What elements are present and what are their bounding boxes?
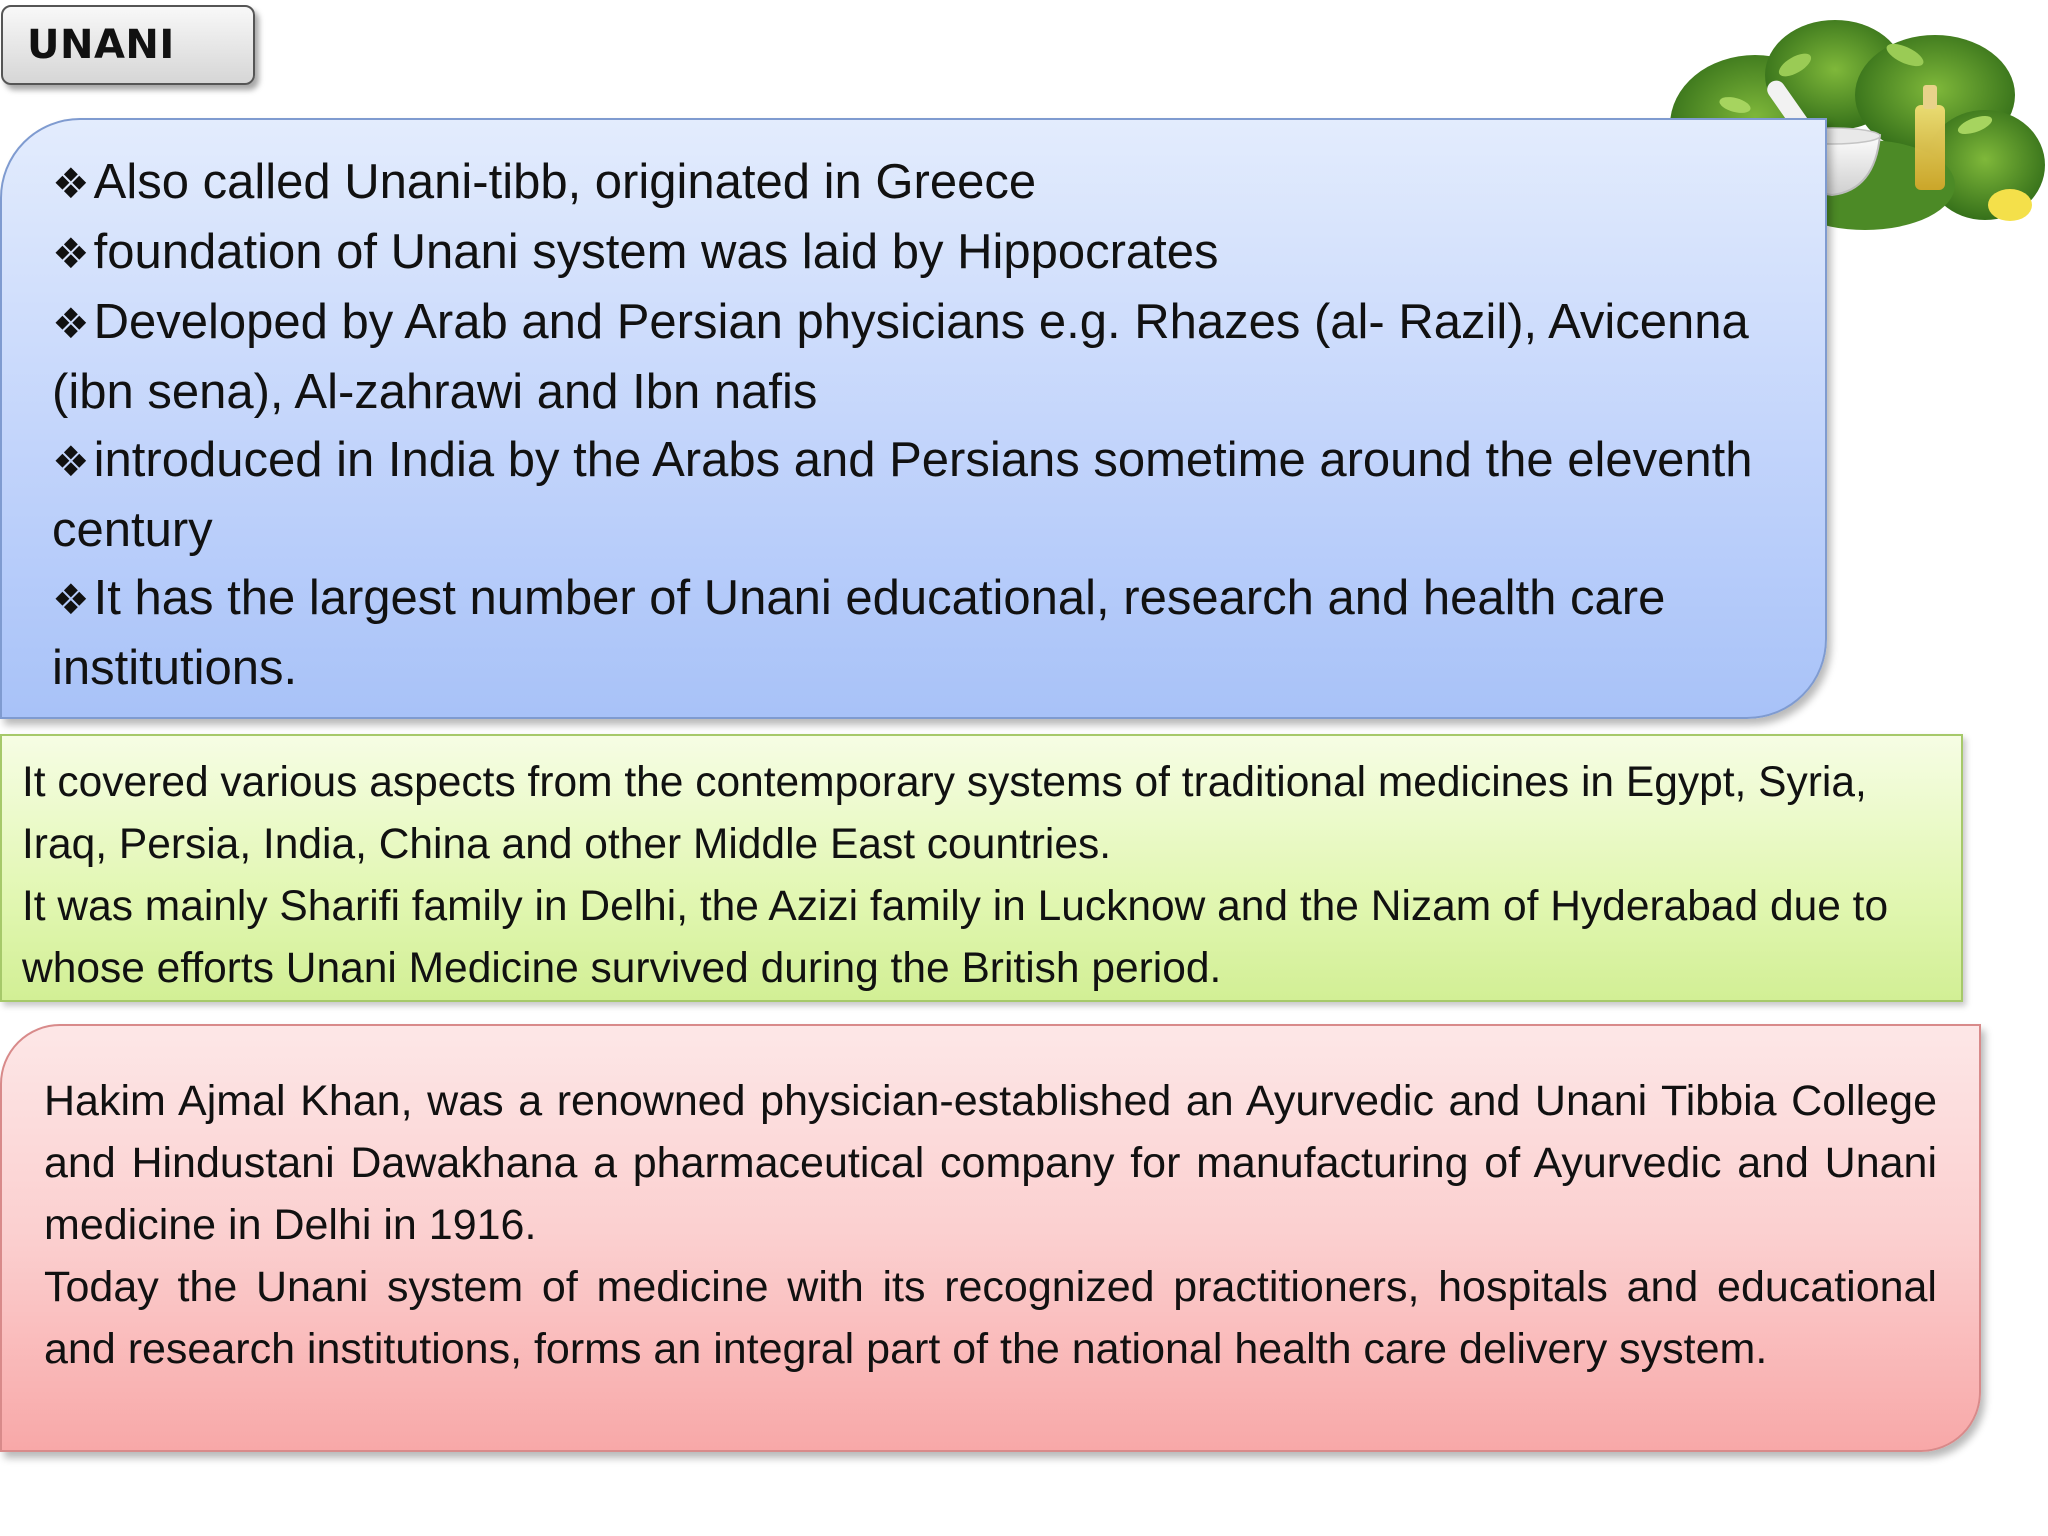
blue-bullet-item: [52, 288, 1785, 426]
green-paragraph: It covered various aspects from the contemporary systems of traditional medicines in Egypt, Syria, Iraq, Persia, India, China and other Middle East countries.: [22, 759, 1867, 868]
diamond-bullet-icon: ❖: [52, 229, 90, 278]
blue-bullet-item: [52, 564, 1785, 702]
bullet-text: foundation of Unani system was laid by Hippocrates: [93, 225, 1219, 279]
slide-title: UNANI: [27, 22, 175, 68]
bullet-text: introduced in India by the Arabs and Persians sometime around the eleventh century: [52, 433, 1753, 557]
green-info-box: [0, 734, 1963, 1002]
blue-bullet-item: [52, 426, 1785, 564]
red-info-box: [0, 1024, 1981, 1452]
diamond-bullet-icon: ❖: [52, 575, 90, 624]
bullet-text: Also called Unani-tibb, originated in Greece: [93, 155, 1037, 209]
green-paragraph: It was mainly Sharifi family in Delhi, the Azizi family in Lucknow and the Nizam of Hyderabad due to whose efforts Unani Medicine survived during the British period.: [22, 883, 1889, 992]
slide-title-tab: [1, 5, 255, 85]
bullet-text: Developed by Arab and Persian physicians e.g. Rhazes (al- Razil), Avicenna (ibn sena), Al-zahrawi and Ibn nafis: [52, 295, 1749, 419]
diamond-bullet-icon: ❖: [52, 437, 90, 486]
blue-info-box: [0, 118, 1827, 719]
red-paragraph: Today the Unani system of medicine with its recognized practitioners, hospitals and educational and research institutions, forms an integral part of the national health care delivery system.: [44, 1263, 1937, 1373]
diamond-bullet-icon: ❖: [52, 159, 90, 208]
red-paragraph: Hakim Ajmal Khan, was a renowned physician-established an Ayurvedic and Unani Tibbia College and Hindustani Dawakhana a pharmaceutical company for manufacturing of Ayurvedic and Unani medicine in Delhi in 1916.: [44, 1077, 1937, 1249]
blue-bullet-item: [52, 148, 1785, 218]
blue-bullet-item: [52, 218, 1785, 288]
diamond-bullet-icon: ❖: [52, 299, 90, 348]
bullet-text: It has the largest number of Unani educational, research and health care institutions.: [52, 571, 1666, 695]
